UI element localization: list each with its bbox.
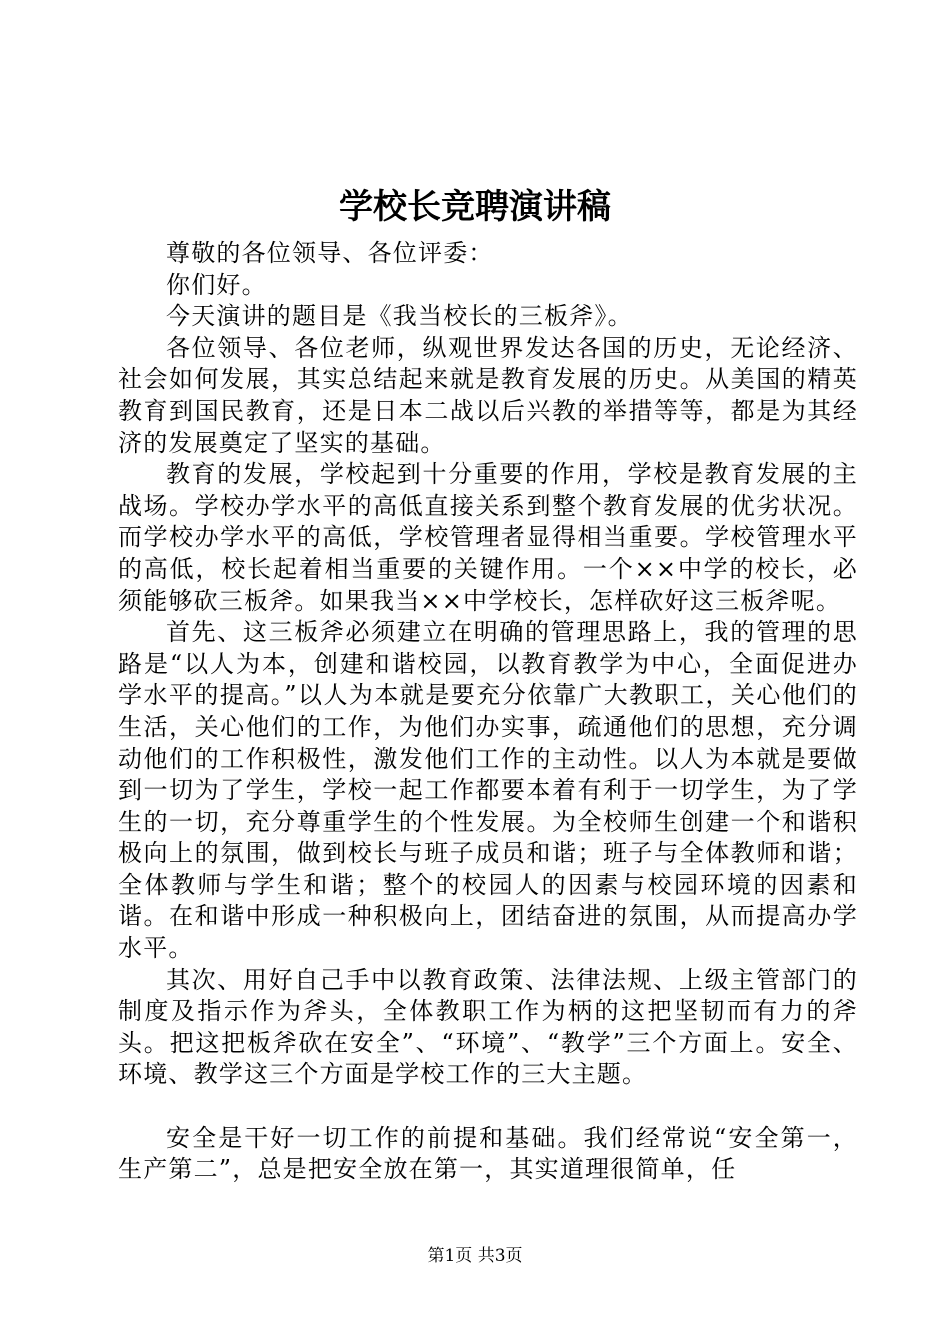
page-footer: 第1页 共3页: [427, 1246, 523, 1266]
document-body: [118, 238, 858, 1186]
document-title: 学校长竞聘演讲稿: [339, 187, 611, 227]
paragraph-school-role: 教育的发展，学校起到十分重要的作用，学校是教育发展的主战场。学校办学水平的高低直接关系到整个教育发展的优劣状况。而学校办学水平的高低，学校管理者显得相当重要。学校管理水平的高低，校长起着相当重要的关键作用。一个××中学的校长，必须能够砍三板斧。如果我当××中学校长，怎样砍好这三板斧呢。: [118, 460, 858, 615]
paragraph-management-ideas: 首先、这三板斧必须建立在明确的管理思路上，我的管理的思路是“以人为本，创建和谐校园，以教育教学为中心，全面促进办学水平的提高。”以人为本就是要充分依靠广大教职工，关心他们的生活，关心他们的工作，为他们办实事，疏通他们的思想，充分调动他们的工作积极性，激发他们工作的主动性。以人为本就是要做到一切为了学生，学校一起工作都要本着有利于一切学生，为了学生的一切，充分尊重学生的个性发展。为全校师生创建一个和谐积极向上的氛围，做到校长与班子成员和谐；班子与全体教师和谐；全体教师与学生和谐；整个的校园人的因素与校园环境的因素和谐。在和谐中形成一种积极向上，团结奋进的氛围，从而提高办学水平。: [118, 618, 858, 963]
paragraph-topic: 今天演讲的题目是《我当校长的三板斧》。: [166, 302, 633, 331]
paragraph-three-axes: 其次、用好自己手中以教育政策、法律法规、上级主管部门的制度及指示作为斧头，全体教职工作为柄的这把坚韧而有力的斧头。把这把板斧砍在安全”、“环境”、“教学”三个方面上。安全、环境、教学这三个方面是学校工作的三大主题。: [118, 965, 858, 1089]
paragraph-safety: 安全是干好一切工作的前提和基础。我们经常说“安全第一，生产第二”，总是把安全放在第一，其实道理很简单，任: [118, 1123, 858, 1184]
paragraph-history: 各位领导、各位老师，纵观世界发达各国的历史，无论经济、社会如何发展，其实总结起来就是教育发展的历史。从美国的精英教育到国民教育，还是日本二战以后兴教的举措等等，都是为其经济的发展奠定了坚实的基础。: [118, 333, 858, 457]
paragraph-greeting: 你们好。: [166, 270, 267, 299]
paragraph-salutation: 尊敬的各位领导、各位评委：: [166, 239, 494, 267]
